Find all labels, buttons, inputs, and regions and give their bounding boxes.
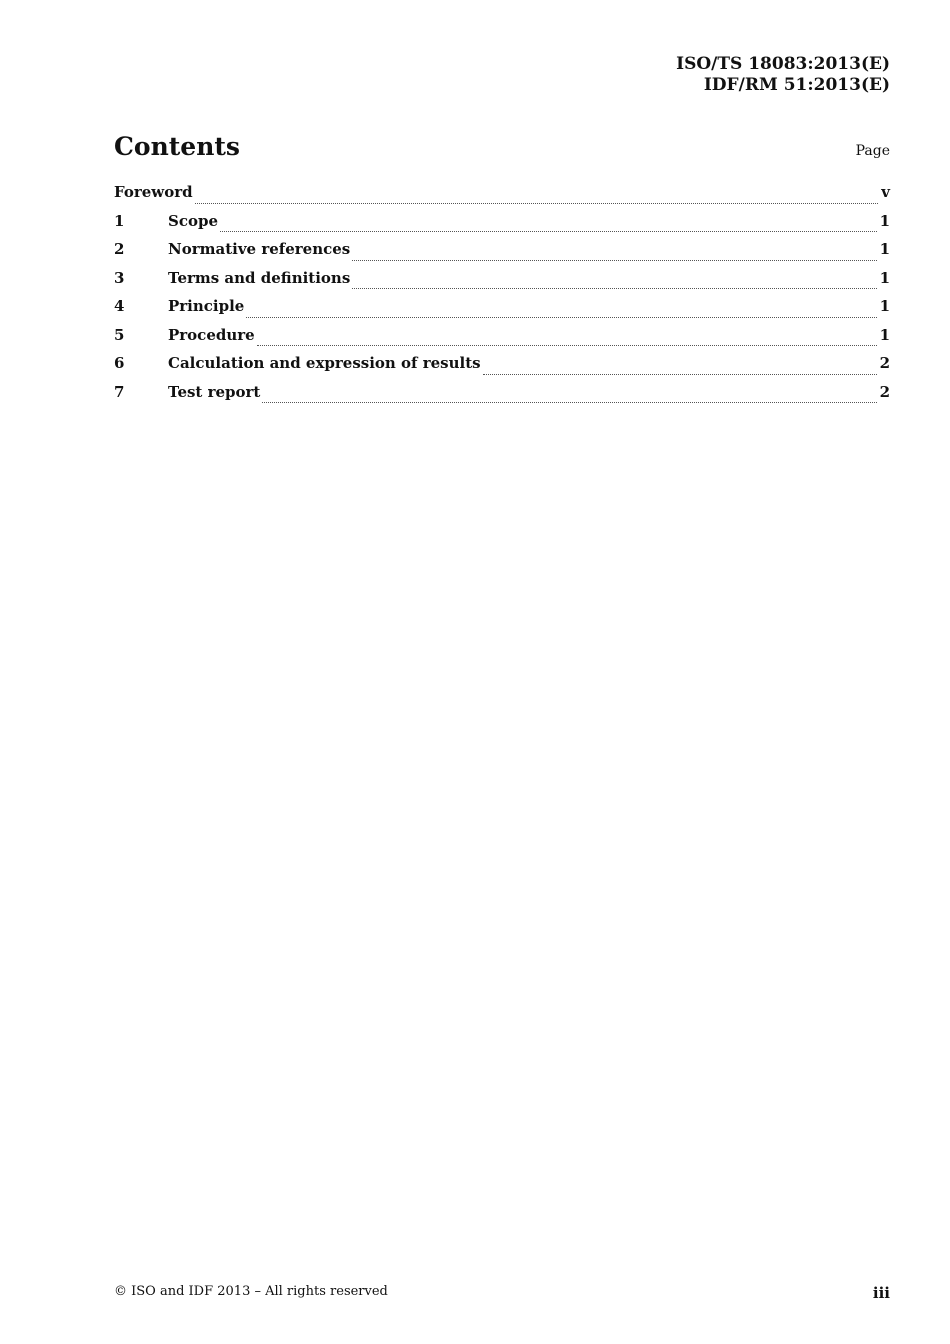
toc-entry-title: Foreword (114, 183, 193, 201)
copyright-notice: © ISO and IDF 2013 – All rights reserved (114, 1284, 388, 1299)
toc-entry-foreword[interactable] (114, 183, 890, 212)
toc-entry-terms-and-definitions[interactable] (114, 269, 890, 298)
dot-leader (262, 402, 876, 403)
dot-leader (257, 345, 877, 346)
dot-leader (246, 317, 876, 318)
toc-entry-number: 2 (114, 240, 125, 258)
toc-entry-page: 1 (879, 240, 890, 258)
idf-code: IDF/RM 51:2013(E) (703, 75, 890, 95)
toc-entry-title: Procedure (168, 325, 255, 344)
dot-leader (483, 374, 877, 375)
toc-entry-title: Test report (168, 382, 261, 401)
dot-leader (352, 260, 876, 261)
toc-entry-number: 5 (114, 325, 125, 344)
contents-header (114, 130, 890, 164)
toc-entry-page: 1 (879, 325, 890, 344)
page-title: Contents (114, 132, 241, 161)
toc-entry-scope[interactable] (114, 212, 890, 241)
toc-entry-number: 4 (114, 297, 125, 315)
toc-entry-page: 1 (879, 211, 890, 230)
toc-entry-normative-references[interactable] (114, 240, 890, 269)
toc-entry-number: 1 (114, 211, 125, 230)
dot-leader (195, 203, 879, 204)
toc-entry-title: Calculation and expression of results (168, 354, 481, 372)
page-footer (114, 1284, 890, 1304)
toc-entry-number: 6 (114, 354, 125, 372)
toc-entry-title: Scope (168, 211, 219, 230)
iso-code: ISO/TS 18083:2013(E) (676, 54, 890, 74)
dot-leader (352, 288, 876, 289)
toc-entry-page: 1 (879, 297, 890, 315)
toc-entry-calculation[interactable] (114, 354, 890, 383)
dot-leader (220, 231, 877, 232)
toc-entry-page: v (881, 183, 890, 201)
page-number: iii (872, 1284, 890, 1302)
toc-entry-procedure[interactable] (114, 326, 890, 355)
page-column-label: Page (855, 143, 890, 159)
toc-entry-page: 1 (879, 268, 890, 287)
table-of-contents (114, 183, 890, 411)
toc-entry-number: 3 (114, 268, 125, 287)
toc-entry-page: 2 (879, 382, 890, 401)
toc-entry-page: 2 (879, 354, 890, 372)
toc-entry-number: 7 (114, 382, 125, 401)
toc-entry-title: Normative references (168, 240, 351, 258)
toc-entry-principle[interactable] (114, 297, 890, 326)
toc-entry-title: Principle (168, 297, 245, 315)
toc-entry-test-report[interactable] (114, 383, 890, 412)
toc-entry-title: Terms and definitions (168, 268, 351, 287)
document-codes (676, 54, 890, 96)
